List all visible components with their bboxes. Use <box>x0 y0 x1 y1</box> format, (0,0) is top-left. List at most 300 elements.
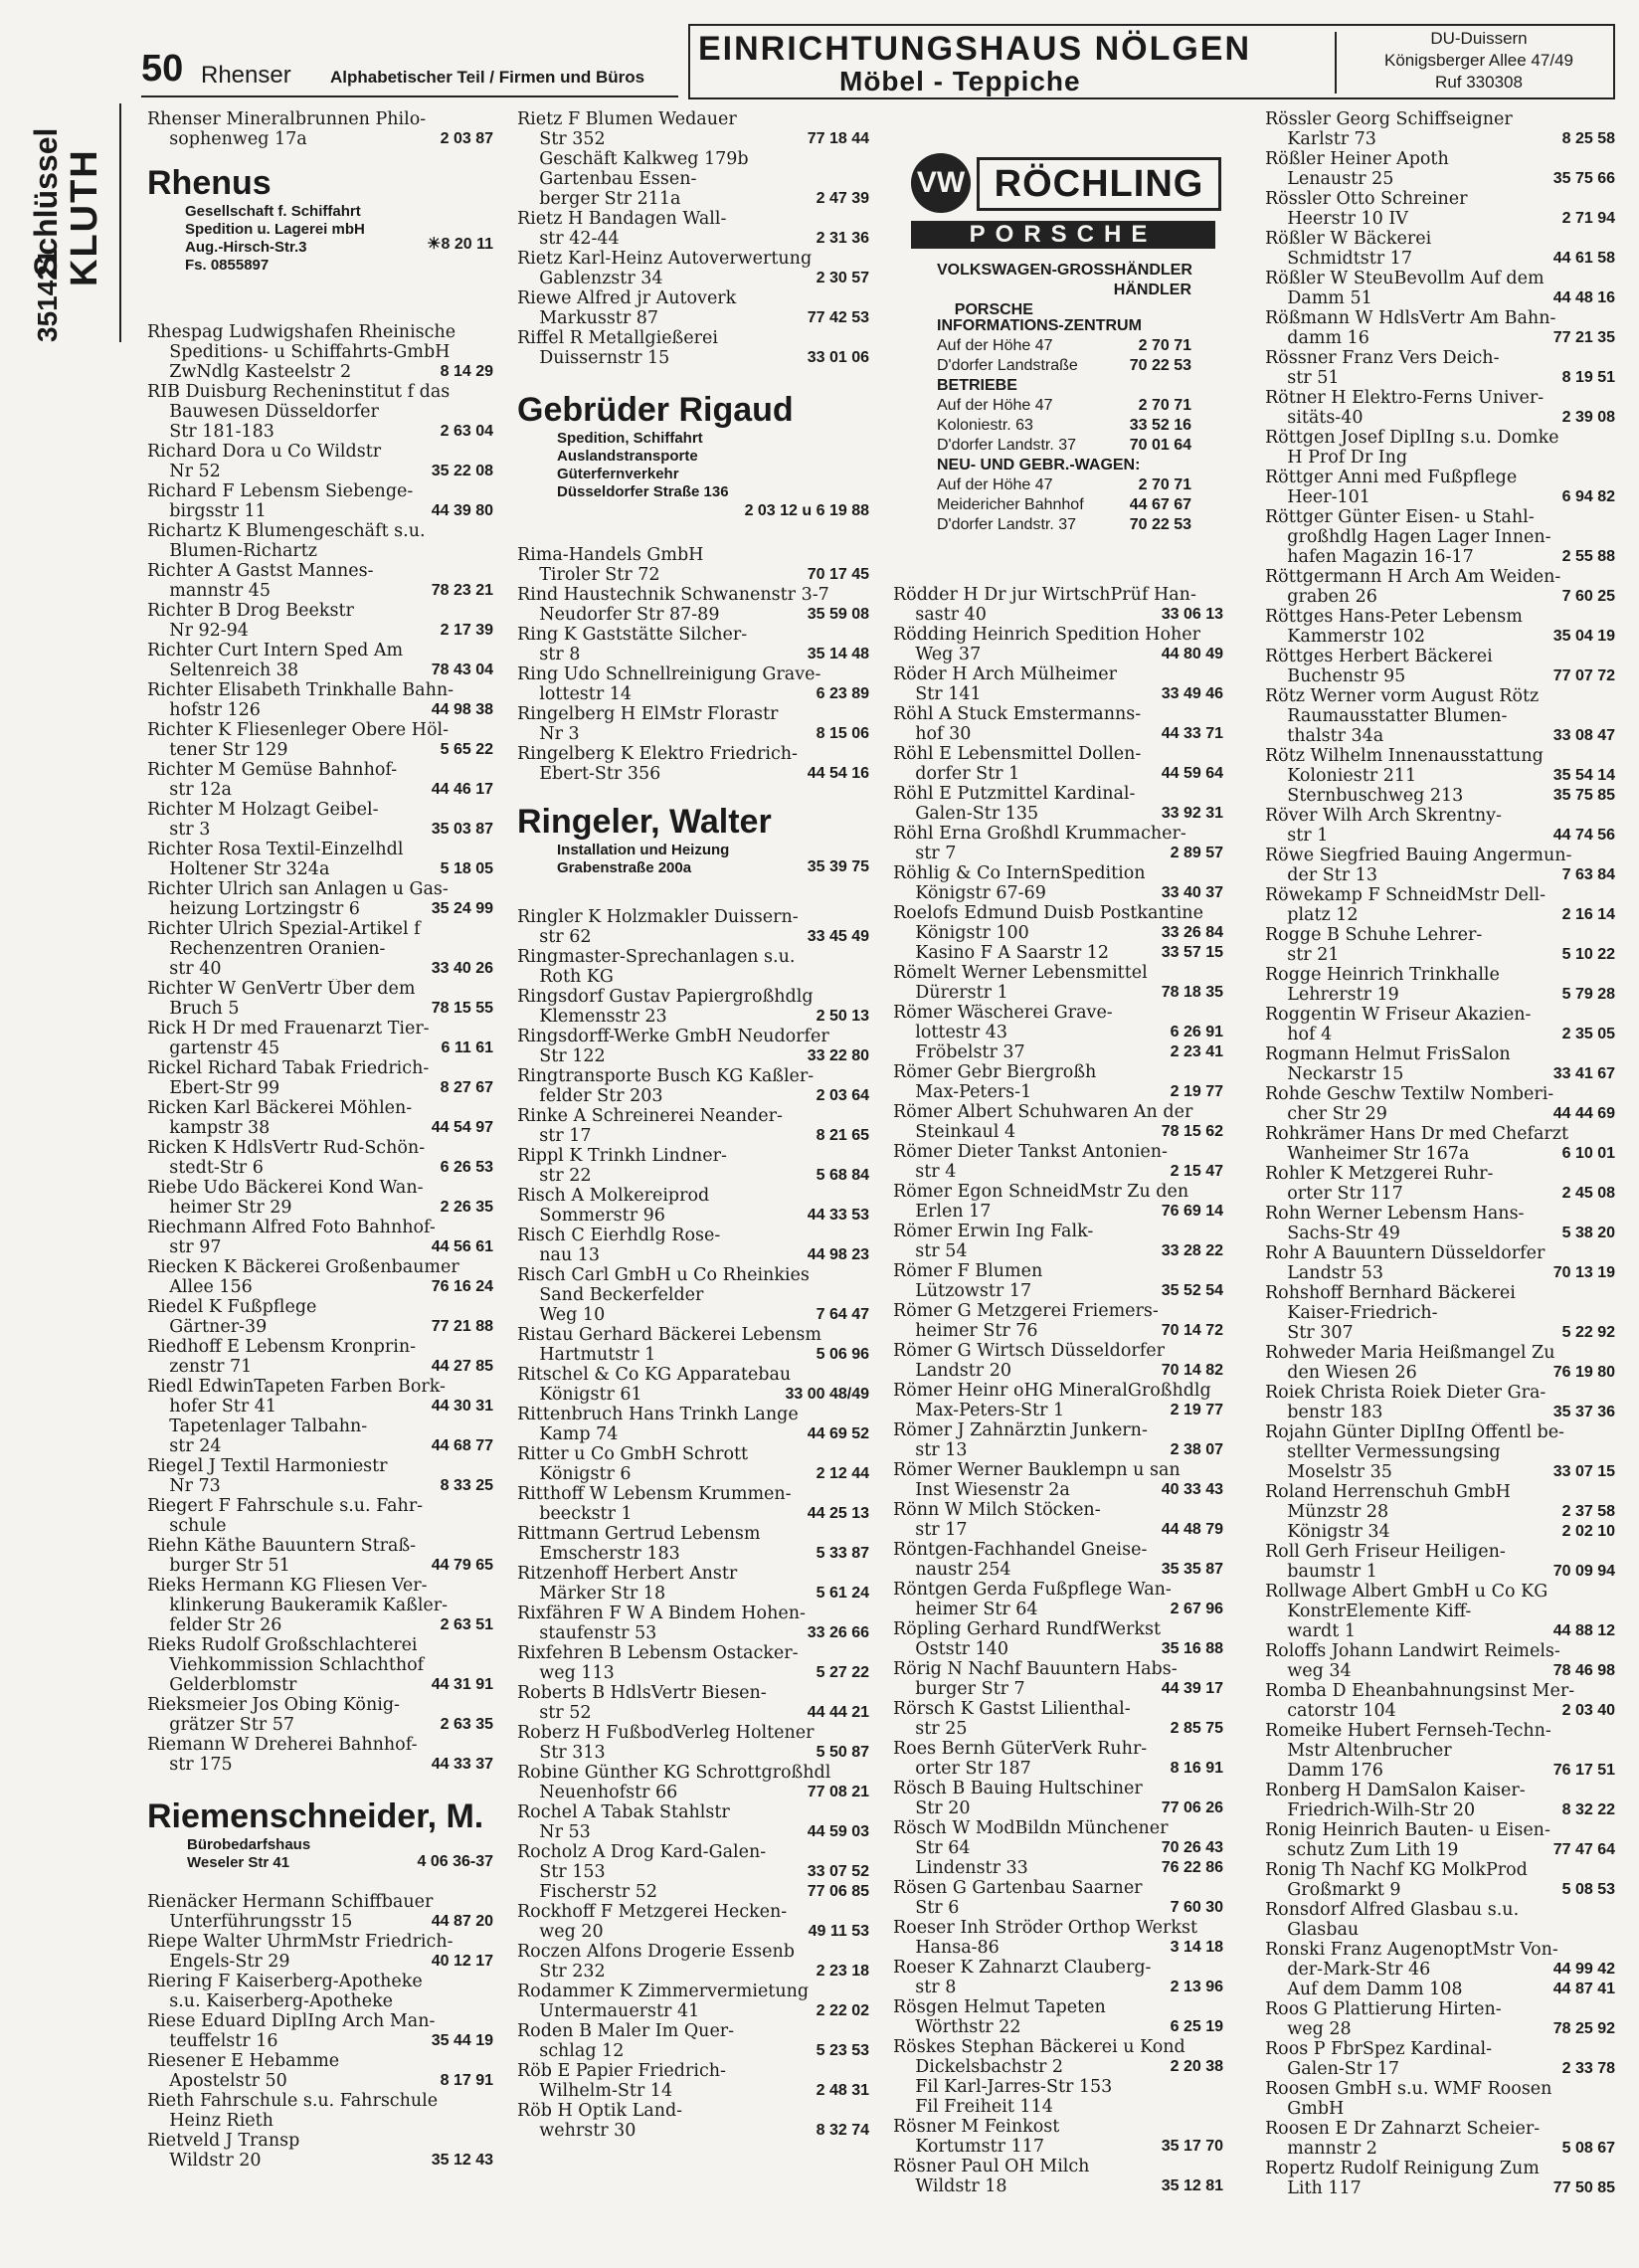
entry-text: sophenweg 17a <box>147 129 307 149</box>
entry-text: Röwe Siegfried Bauing Angermun- <box>1265 846 1572 865</box>
entry-line <box>517 1822 869 1842</box>
entry-line <box>1265 1164 1615 1184</box>
display-entry-line: Weseler Str 41 <box>187 1854 290 1871</box>
entry-text: Römer Dieter Tankst Antonien- <box>893 1142 1168 1162</box>
entry-text: Roland Herrenschuh GmbH <box>1265 1482 1511 1502</box>
entry-phone: 44 44 21 <box>807 1704 869 1721</box>
entry-text: Röhl E Lebensmittel Dollen- <box>893 744 1142 764</box>
entry-line <box>893 1361 1223 1381</box>
entry-line <box>147 2091 493 2111</box>
neu-title: NEU- UND GEBR.-WAGEN: <box>937 457 1141 473</box>
entry-text: Ringelberg K Elektro Friedrich- <box>517 744 798 764</box>
entry-line <box>893 1759 1223 1779</box>
entry-phone: 33 06 13 <box>1161 606 1223 623</box>
entry-text: Heer-101 <box>1265 487 1370 507</box>
entry-phone: 35 17 70 <box>1161 2138 1223 2155</box>
entry-line <box>893 1679 1223 1699</box>
ad-street: Königsberger Allee 47/49 <box>1384 51 1573 70</box>
entry-line <box>517 585 869 605</box>
display-entry-line: Bürobedarfshaus <box>187 1836 311 1853</box>
entry-text: str 7 <box>893 844 957 863</box>
page-header <box>141 48 698 95</box>
entry-line <box>517 1902 869 1922</box>
entry-text: Ring K Gaststätte Silcher- <box>517 625 748 645</box>
entry-text: Roiek Christa Roiek Dieter Gra- <box>1265 1383 1547 1403</box>
entry-line <box>147 581 493 601</box>
entry-text: Heerstr 10 IV <box>1265 209 1408 229</box>
header-rule <box>141 95 678 97</box>
entry-line <box>893 1798 1223 1818</box>
entry-text: Roloffs Johann Landwirt Reimels- <box>1265 1641 1560 1661</box>
entry-line <box>147 342 493 362</box>
entry-text: Röttgermann H Arch Am Weiden- <box>1265 567 1561 587</box>
betriebe-phone: 33 52 16 <box>1129 417 1191 434</box>
entry-text: Richter Curt Intern Sped Am <box>147 641 404 661</box>
entry-phone: 44 39 80 <box>431 502 493 519</box>
entry-line <box>517 1783 869 1802</box>
entry-text: Roos G Plattierung Hirten- <box>1265 1999 1502 2019</box>
entry-line <box>893 963 1223 983</box>
entry-line <box>893 1082 1223 1102</box>
info-phone: 2 70 71 <box>1138 337 1191 354</box>
neu-address: D'dorfer Landstr. 37 <box>937 516 1077 533</box>
entry-text: Königstr 6 <box>517 1464 632 1484</box>
entry-phone: 35 24 99 <box>431 900 493 917</box>
entry-text: Römelt Werner Lebensmittel <box>893 963 1148 983</box>
entry-text: Rogge Heinrich Trinkhalle <box>1265 965 1500 985</box>
entry-line <box>147 661 493 680</box>
entry-line <box>147 2031 493 2051</box>
entry-text: str 175 <box>147 1755 233 1775</box>
display-entry-line: Spedition, Schiffahrt <box>557 430 703 447</box>
entry-line <box>517 1365 869 1385</box>
entry-text: Damm 51 <box>1265 288 1372 308</box>
entry-line <box>893 625 1223 645</box>
entry-text: Röb H Optik Land- <box>517 2101 683 2121</box>
entry-line <box>1265 706 1615 726</box>
entry-text: Ritschel & Co KG Apparatebau <box>517 1365 792 1385</box>
entry-line <box>893 1261 1223 1281</box>
entry-text: Oststr 140 <box>893 1639 1008 1659</box>
betriebe-address: Auf der Höhe 47 <box>937 397 1053 414</box>
entry-text: Rietz Karl-Heinz Autoverwertung <box>517 249 813 269</box>
info-phone: 70 22 53 <box>1129 357 1191 374</box>
entry-line <box>147 1019 493 1039</box>
entry-line <box>517 209 869 229</box>
entry-phone: 33 00 48/49 <box>785 1386 869 1403</box>
entry-line <box>147 1337 493 1357</box>
entry-phone: 33 08 47 <box>1552 727 1615 744</box>
entry-text: Roczen Alfons Drogerie Essenb <box>517 1942 795 1962</box>
entry-line <box>1265 288 1615 308</box>
entry-text: Roes Bernh GüterVerk Ruhr- <box>893 1739 1148 1759</box>
entry-line <box>147 1576 493 1596</box>
entry-text: wardt 1 <box>1265 1621 1356 1641</box>
entry-line <box>1265 1303 1615 1323</box>
entry-text: Riedl EdwinTapeten Farben Bork- <box>147 1377 446 1397</box>
entry-line <box>517 1763 869 1783</box>
entry-phone: 35 12 43 <box>431 2152 493 2169</box>
entry-text: Raumausstatter Blumen- <box>1265 706 1508 726</box>
entry-phone: 8 21 65 <box>816 1127 869 1144</box>
entry-text: Galen-Str 135 <box>893 804 1039 824</box>
entry-phone: 35 44 19 <box>431 2032 493 2049</box>
display-entry-phone: ☀8 20 11 <box>427 236 493 253</box>
entry-line <box>1265 2039 1615 2059</box>
entry-phone: 2 47 39 <box>816 190 869 207</box>
neu-row <box>937 495 1191 515</box>
entry-phone: 77 08 21 <box>807 1784 869 1800</box>
entry-line <box>1265 1184 1615 1204</box>
entry-text: Ritter u Co GmbH Schrott <box>517 1444 749 1464</box>
entry-text: Rötz Werner vorm August Rötz <box>1265 686 1540 706</box>
entry-text: weg 20 <box>517 1922 604 1942</box>
entry-text: Rima-Handels GmbH <box>517 545 704 565</box>
entry-phone: 2 02 10 <box>1561 1523 1615 1540</box>
entry-text: Weg 10 <box>517 1305 606 1325</box>
entry-line <box>517 1584 869 1604</box>
entry-text: hof 4 <box>1265 1025 1333 1044</box>
entry-text: Rößmann W HdlsVertr Am Bahn- <box>1265 308 1556 328</box>
ad-divider <box>1335 32 1337 94</box>
rochling-advertisement <box>905 149 1221 571</box>
entry-text: Blumen-Richartz <box>147 541 318 561</box>
entry-line <box>517 967 869 987</box>
entry-text: damm 16 <box>1265 328 1369 348</box>
entry-text: Roden B Maler Im Quer- <box>517 2021 735 2041</box>
entry-text: Str 141 <box>893 684 982 704</box>
entry-line <box>147 1297 493 1317</box>
entry-text: Romba D Eheanbahnungsinst Mer- <box>1265 1681 1575 1701</box>
entry-text: kampstr 38 <box>147 1118 271 1138</box>
entry-line <box>147 442 493 462</box>
entry-line <box>147 760 493 780</box>
entry-line <box>893 1858 1223 1878</box>
entry-text: Inst Wiesenstr 2a <box>893 1480 1070 1500</box>
entry-text: Str 313 <box>517 1743 606 1763</box>
entry-line <box>517 724 869 744</box>
entry-phone: 33 45 49 <box>807 928 869 945</box>
entry-text: Richter B Drog Beekstr <box>147 601 354 621</box>
section-title: Alphabetischer Teil / Firmen und Büros <box>330 68 645 87</box>
entry-line <box>1265 1980 1615 1999</box>
entry-text: Risch A Molkereiprod <box>517 1186 710 1206</box>
entry-phone: 8 16 91 <box>1170 1760 1223 1777</box>
entry-line <box>517 1504 869 1524</box>
entry-text: Sand Beckerfelder <box>517 1285 704 1305</box>
entry-line <box>1265 965 1615 985</box>
display-entry-phone: 35 39 75 <box>807 858 869 875</box>
entry-text: Sommerstr 96 <box>517 1206 665 1226</box>
entry-line <box>147 2111 493 2131</box>
entry-line <box>1265 1542 1615 1562</box>
entry-line <box>1265 2059 1615 2079</box>
entry-text: Str 20 <box>893 1798 971 1818</box>
entry-line <box>1265 468 1615 487</box>
entry-text: Schmidtstr 17 <box>1265 249 1412 269</box>
ad-subtitle: Möbel - Teppiche <box>839 66 1081 96</box>
entry-line <box>517 1484 869 1504</box>
entry-line <box>517 288 869 308</box>
entry-line <box>893 1659 1223 1679</box>
entry-text: Münzstr 28 <box>1265 1502 1389 1522</box>
entry-text: Königstr 67-69 <box>893 883 1046 903</box>
entry-line <box>147 1397 493 1417</box>
entry-line <box>1265 507 1615 527</box>
entry-phone: 5 65 22 <box>440 741 493 758</box>
entry-line <box>893 1580 1223 1600</box>
entry-text: Lith 117 <box>1265 2178 1362 2198</box>
entry-text: Römer F Blumen <box>893 1261 1043 1281</box>
entry-phone: 2 85 75 <box>1170 1720 1223 1737</box>
entry-phone: 70 17 45 <box>807 566 869 583</box>
entry-line <box>147 1198 493 1218</box>
entry-line <box>1265 1442 1615 1462</box>
entry-text: benstr 183 <box>1265 1403 1383 1422</box>
entry-line <box>147 1556 493 1576</box>
entry-line <box>893 1918 1223 1938</box>
entry-text: weg 34 <box>1265 1661 1352 1681</box>
entry-line <box>1265 1582 1615 1602</box>
entry-text: Fröbelstr 37 <box>893 1042 1025 1062</box>
entry-line <box>1265 1820 1615 1840</box>
entry-text: staufenstr 53 <box>517 1623 657 1643</box>
entry-text: Rohkrämer Hans Dr med Chefarzt <box>1265 1124 1568 1144</box>
entry-phone: 6 11 61 <box>441 1040 493 1056</box>
entry-phone: 35 75 66 <box>1552 170 1615 187</box>
entry-text: orter Str 117 <box>1265 1184 1403 1204</box>
entry-text: Rochel A Tabak Stahlstr <box>517 1802 730 1822</box>
entry-text: Röttgen Josef DiplIng s.u. Domke <box>1265 428 1559 448</box>
entry-text: Rößler Heiner Apoth <box>1265 149 1449 169</box>
entry-line <box>893 1818 1223 1838</box>
entry-text: Speditions- u Schiffahrts-GmbH <box>147 342 451 362</box>
entry-line <box>147 422 493 442</box>
entry-line <box>517 1226 869 1245</box>
entry-line <box>1265 2178 1615 2198</box>
entry-line <box>517 1882 869 1902</box>
entry-line <box>1265 2079 1615 2099</box>
entry-line <box>517 744 869 764</box>
entry-text: Gelderblomstr <box>147 1675 297 1695</box>
entry-text: Rohn Werner Lebensm Hans- <box>1265 1204 1525 1224</box>
entry-line <box>517 2101 869 2121</box>
entry-phone: 78 43 04 <box>431 662 493 678</box>
entry-text: Richter W GenVertr Über dem <box>147 979 416 999</box>
entry-text: den Wiesen 26 <box>1265 1363 1417 1383</box>
entry-text: Risch Carl GmbH u Co Rheinkies <box>517 1265 810 1285</box>
entry-text: str 3 <box>147 820 211 840</box>
entry-text: Ringler K Holzmakler Duissern- <box>517 907 799 927</box>
entry-list <box>1265 109 1615 2198</box>
entry-text: Roberts B HdlsVertr Biesen- <box>517 1683 767 1703</box>
entry-text: Röder H Arch Mülheimer <box>893 664 1117 684</box>
entry-text: str 13 <box>893 1440 968 1460</box>
entry-line <box>1265 865 1615 885</box>
entry-phone: 35 54 14 <box>1552 767 1615 784</box>
entry-text: str 40 <box>147 959 222 979</box>
entry-line <box>1265 1880 1615 1900</box>
entry-text: Wanheimer Str 167a <box>1265 1144 1470 1164</box>
entry-phone: 76 19 80 <box>1552 1364 1615 1381</box>
entry-line <box>893 2157 1223 2176</box>
entry-line <box>1265 1383 1615 1403</box>
entry-phone: 8 19 51 <box>1561 369 1615 386</box>
entry-text: Rötner H Elektro-Ferns Univer- <box>1265 388 1545 408</box>
entry-line <box>147 700 493 720</box>
entry-text: Richter A Gastst Mannes- <box>147 561 374 581</box>
entry-text: Sachs-Str 49 <box>1265 1224 1400 1243</box>
entry-phone: 2 37 58 <box>1561 1503 1615 1520</box>
entry-line <box>893 2097 1223 2117</box>
entry-phone: 2 23 18 <box>816 1963 869 1980</box>
entry-phone: 35 04 19 <box>1552 628 1615 645</box>
entry-text: Ronsdorf Alfred Glasbau s.u. <box>1265 1900 1520 1920</box>
entry-text: felder Str 26 <box>147 1615 282 1635</box>
entry-line <box>517 269 869 288</box>
entry-phone: 2 31 36 <box>816 230 869 247</box>
ad-phone: Ruf 330308 <box>1435 73 1523 92</box>
entry-line <box>517 1444 869 1464</box>
entry-phone: 76 17 51 <box>1552 1762 1615 1779</box>
entry-line <box>517 1027 869 1046</box>
entry-phone: 2 45 08 <box>1561 1185 1615 1202</box>
entry-text: Holtener Str 324a <box>147 859 330 879</box>
entry-text: Kasino F A Saarstr 12 <box>893 943 1110 963</box>
entry-phone: 44 79 65 <box>431 1557 493 1574</box>
entry-line <box>1265 925 1615 945</box>
entry-phone: 44 99 42 <box>1552 1961 1615 1978</box>
entry-line <box>1265 826 1615 846</box>
entry-text: burger Str 7 <box>893 1679 1025 1699</box>
entry-phone: 77 21 35 <box>1552 329 1615 346</box>
entry-line <box>517 2121 869 2141</box>
entry-text: catorstr 104 <box>1265 1701 1396 1721</box>
entry-line <box>1265 1800 1615 1820</box>
entry-line <box>517 545 869 565</box>
entry-text: nau 13 <box>517 1245 601 1265</box>
entry-phone: 78 18 35 <box>1161 984 1223 1001</box>
entry-line <box>893 1222 1223 1241</box>
entry-text: Gärtner-39 <box>147 1317 268 1337</box>
entry-line <box>893 1838 1223 1858</box>
entry-text: Neckarstr 15 <box>1265 1064 1404 1084</box>
entry-phone: 8 15 06 <box>816 725 869 742</box>
entry-text: Riebe Udo Bäckerei Kond Wan- <box>147 1178 424 1198</box>
entry-text: Rienäcker Hermann Schiffbauer <box>147 1892 434 1912</box>
entry-line <box>1265 985 1615 1005</box>
entry-line <box>1265 846 1615 865</box>
betriebe-phone: 70 01 64 <box>1129 437 1191 454</box>
entry-line <box>517 1285 869 1305</box>
entry-line <box>517 704 869 724</box>
entry-line <box>517 229 869 249</box>
entry-line <box>147 1675 493 1695</box>
entry-text: Tapetenlager Talbahn- <box>147 1417 368 1436</box>
side-ad-rule <box>119 103 121 342</box>
entry-text: Ebert-Str 356 <box>517 764 661 784</box>
entry-line <box>893 1301 1223 1321</box>
entry-line <box>1265 1243 1615 1263</box>
entry-line <box>517 249 869 269</box>
entry-text: Risch C Eierhdlg Rose- <box>517 1226 721 1245</box>
entry-text: Röhlig & Co InternSpedition <box>893 863 1146 883</box>
entry-line <box>147 919 493 939</box>
entry-line <box>147 1218 493 1237</box>
entry-text: Ringmaster-Sprechanlagen s.u. <box>517 947 796 967</box>
entry-text: hafen Magazin 16-17 <box>1265 547 1474 567</box>
entry-phone: 35 52 54 <box>1161 1282 1223 1299</box>
entry-text: Nr 92-94 <box>147 621 249 641</box>
entry-text: Röttges Hans-Peter Lebensm <box>1265 607 1523 627</box>
entry-line <box>147 1098 493 1118</box>
entry-line <box>147 2011 493 2031</box>
entry-text: Röntgen Gerda Fußpflege Wan- <box>893 1580 1172 1600</box>
entry-text: Römer J Zahnärztin Junkern- <box>893 1420 1148 1440</box>
betriebe-address: D'dorfer Landstr. 37 <box>937 437 1077 454</box>
entry-phone: 49 11 53 <box>808 1923 869 1940</box>
entry-line <box>517 1265 869 1285</box>
entry-phone: 5 33 87 <box>816 1545 869 1562</box>
entry-phone: 44 33 53 <box>807 1207 869 1224</box>
entry-line <box>517 764 869 784</box>
entry-line <box>893 1162 1223 1182</box>
entry-line <box>1265 249 1615 269</box>
entry-line <box>893 1321 1223 1341</box>
entry-text: Ronberg H DamSalon Kaiser- <box>1265 1781 1526 1800</box>
entry-text: Riedhoff E Lebensm Kronprin- <box>147 1337 417 1357</box>
entry-text: heimer Str 29 <box>147 1198 292 1218</box>
entry-line <box>893 1241 1223 1261</box>
entry-phone: 35 14 48 <box>807 646 869 662</box>
entry-text: zenstr 71 <box>147 1357 253 1377</box>
entry-list <box>517 545 869 784</box>
entry-line <box>517 328 869 348</box>
side-ad-name: KLUTH <box>64 148 105 286</box>
entry-phone: 2 71 94 <box>1561 210 1615 227</box>
entry-text: Rößler W SteuBevollm Auf dem <box>1265 269 1545 288</box>
entry-text: Unterführungsstr 15 <box>147 1912 353 1932</box>
entry-text: birgsstr 11 <box>147 501 267 521</box>
entry-text: Römer Egon SchneidMstr Zu den <box>893 1182 1189 1202</box>
entry-text: Rippl K Trinkh Lindner- <box>517 1146 727 1166</box>
entry-line <box>517 1325 869 1345</box>
entry-line <box>147 999 493 1019</box>
entry-line <box>893 1480 1223 1500</box>
entry-line <box>1265 627 1615 647</box>
entry-phone: 44 31 91 <box>431 1676 493 1693</box>
entry-line <box>1265 328 1615 348</box>
entry-text: Nr 53 <box>517 1822 591 1842</box>
entry-line <box>147 1138 493 1158</box>
entry-phone: 2 16 14 <box>1561 906 1615 923</box>
entry-line <box>147 840 493 859</box>
entry-line <box>147 859 493 879</box>
entry-text: KonstrElemente Kiff- <box>1265 1602 1472 1621</box>
entry-text: Ebert-Str 99 <box>147 1078 280 1098</box>
entry-line <box>517 927 869 947</box>
entry-text: Str 181-183 <box>147 422 274 442</box>
entry-line <box>147 1715 493 1735</box>
display-entry-rigaud <box>517 390 869 521</box>
entry-phone: 2 22 02 <box>816 2002 869 2019</box>
entry-line <box>893 943 1223 963</box>
entry-line <box>1265 1920 1615 1940</box>
entry-text: mannstr 45 <box>147 581 272 601</box>
entry-line <box>1265 1144 1615 1164</box>
entry-line <box>1265 567 1615 587</box>
entry-line <box>147 402 493 422</box>
